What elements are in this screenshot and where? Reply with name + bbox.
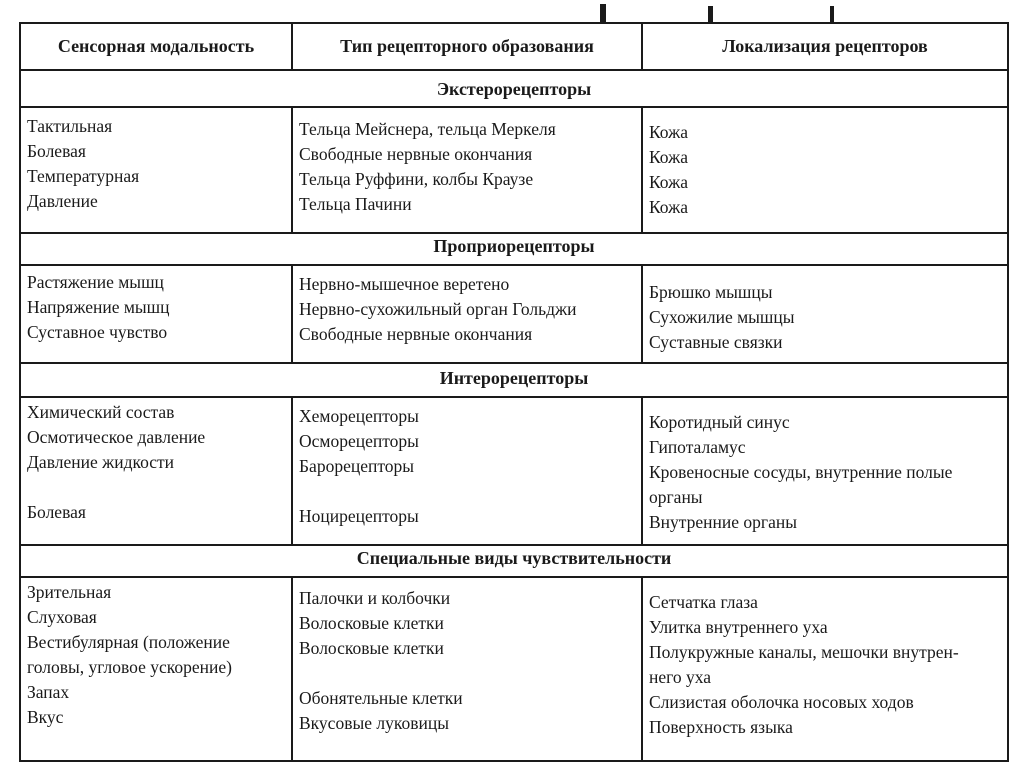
column-divider	[641, 264, 643, 362]
row-divider	[21, 69, 1007, 71]
cell-text: Полукружные каналы, мешочки внутрен-	[649, 642, 959, 662]
row-divider	[21, 396, 1007, 398]
row-divider	[21, 264, 1007, 266]
cell-text: Сетчатка глаза	[649, 592, 758, 612]
section-exteroreceptors-locations	[649, 120, 688, 220]
cell-text: Коротидный синус	[649, 412, 790, 432]
column-divider	[291, 264, 293, 362]
column-divider	[291, 576, 293, 762]
column-divider	[641, 396, 643, 544]
cell-text	[299, 661, 463, 686]
cell-text: Кровеносные сосуды, внутренние полые	[649, 462, 953, 482]
cell-text: Осмотическое давление	[27, 427, 206, 447]
cell-text: Тактильная	[27, 116, 113, 136]
cell-text: Свободные нервные окончания	[299, 324, 533, 344]
section-special-senses-modalities	[27, 580, 232, 730]
cell-text: Тельца Пачини	[299, 194, 412, 214]
cell-text: Кожа	[649, 172, 688, 192]
section-title-interoreceptors: Интерорецепторы	[439, 368, 589, 388]
cell-text: Давление	[27, 191, 98, 211]
scan-artifact	[830, 6, 834, 22]
section-exteroreceptors-types	[299, 117, 556, 217]
column-divider	[641, 24, 643, 69]
row-divider	[21, 362, 1007, 364]
cell-text: Давление жидкости	[27, 452, 175, 472]
cell-text: Барорецепторы	[299, 456, 415, 476]
cell-text: Зрительная	[27, 582, 112, 602]
cell-text: него уха	[649, 667, 712, 687]
header-receptor-location: Локализация рецепторов	[722, 36, 928, 56]
section-proprioceptors-locations	[649, 280, 795, 355]
cell-text: Кожа	[649, 122, 688, 142]
cell-text: Брюшко мышцы	[649, 282, 773, 302]
cell-text: Суставное чувство	[27, 322, 168, 342]
scan-artifact	[708, 6, 713, 22]
cell-text: Нервно-мышечное веретено	[299, 274, 510, 294]
cell-text: Вкус	[27, 707, 64, 727]
section-interoreceptors-modalities	[27, 400, 205, 525]
cell-text: Осморецепторы	[299, 431, 419, 451]
column-divider	[291, 106, 293, 232]
cell-text: Свободные нервные окончания	[299, 144, 533, 164]
cell-text: головы, угловое ускорение)	[27, 657, 233, 677]
cell-text: Кожа	[649, 147, 688, 167]
cell-text: Кожа	[649, 197, 688, 217]
cell-text: Напряжение мышц	[27, 297, 170, 317]
cell-text: Болевая	[27, 502, 86, 522]
row-divider	[21, 576, 1007, 578]
cell-text: Болевая	[27, 141, 86, 161]
cell-text: Внутренние органы	[649, 512, 797, 532]
column-divider	[641, 576, 643, 762]
header-receptor-type: Тип рецепторного образования	[340, 36, 594, 56]
cell-text: Сухожилие мышцы	[649, 307, 795, 327]
cell-text: Волосковые клетки	[299, 638, 444, 658]
section-title-proprioceptors: Проприорецепторы	[433, 236, 595, 256]
cell-text: Слуховая	[27, 607, 97, 627]
cell-text: Химический состав	[27, 402, 175, 422]
section-special-senses-locations	[649, 590, 959, 740]
column-divider	[641, 106, 643, 232]
section-special-senses-types	[299, 586, 463, 736]
section-interoreceptors-types	[299, 404, 419, 529]
cell-text: органы	[649, 487, 703, 507]
receptor-table	[19, 22, 1009, 762]
column-divider	[291, 24, 293, 69]
cell-text: Улитка внутреннего уха	[649, 617, 828, 637]
cell-text: Вестибулярная (положение	[27, 632, 230, 652]
section-interoreceptors-locations	[649, 410, 952, 535]
column-divider	[291, 396, 293, 544]
header-sensory-modality: Сенсорная модальность	[57, 36, 255, 56]
cell-text: Нервно-сухожильный орган Гольджи	[299, 299, 577, 319]
cell-text: Слизистая оболочка носовых ходов	[649, 692, 914, 712]
cell-text: Хеморецепторы	[299, 406, 419, 426]
cell-text: Ноцирецепторы	[299, 506, 419, 526]
scan-artifact	[600, 4, 606, 22]
cell-text	[27, 475, 205, 500]
cell-text	[299, 479, 419, 504]
cell-text: Тельца Руффини, колбы Краузе	[299, 169, 534, 189]
cell-text: Гипоталамус	[649, 437, 746, 457]
cell-text: Поверхность языка	[649, 717, 793, 737]
cell-text: Суставные связки	[649, 332, 783, 352]
row-divider	[21, 232, 1007, 234]
section-title-special-senses: Специальные виды чувствительности	[356, 548, 672, 568]
section-title-exteroreceptors: Экстерорецепторы	[436, 79, 592, 99]
cell-text: Температурная	[27, 166, 140, 186]
cell-text: Волосковые клетки	[299, 613, 444, 633]
cell-text: Тельца Мейснера, тельца Меркеля	[299, 119, 556, 139]
section-proprioceptors-modalities	[27, 270, 170, 345]
section-proprioceptors-types	[299, 272, 576, 347]
cell-text: Обонятельные клетки	[299, 688, 463, 708]
cell-text: Вкусовые луковицы	[299, 713, 449, 733]
cell-text: Палочки и колбочки	[299, 588, 451, 608]
cell-text: Запах	[27, 682, 70, 702]
row-divider	[21, 106, 1007, 108]
row-divider	[21, 544, 1007, 546]
cell-text: Растяжение мышц	[27, 272, 164, 292]
section-exteroreceptors-modalities	[27, 114, 139, 214]
